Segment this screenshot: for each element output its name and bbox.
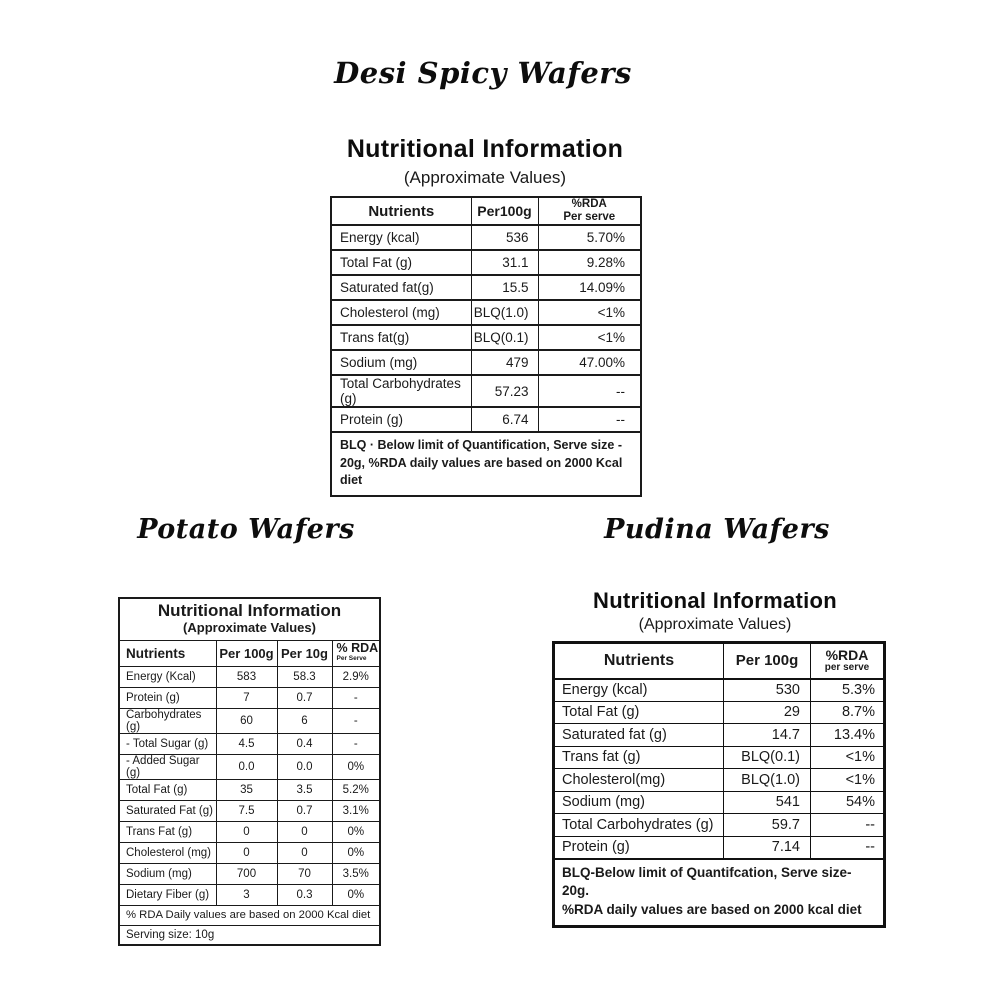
table-row — [554, 791, 885, 814]
pudina-header-per100g: Per 100g — [724, 643, 811, 679]
nutrient-value-per10g: 0.4 — [277, 733, 332, 754]
potato-wafers-title: Potato Wafers — [137, 514, 355, 545]
nutrient-value-rda: 9.28% — [538, 250, 641, 275]
nutrient-value-rda: 5.2% — [332, 779, 380, 800]
pudina-header-nutrients: Nutrients — [554, 643, 724, 679]
nutrient-value-per10g: 0.3 — [277, 884, 332, 905]
nutrient-value-per10g: 3.5 — [277, 779, 332, 800]
potato-header-nutrients: Nutrients — [119, 640, 216, 666]
potato-serving-row — [119, 925, 380, 945]
nutrient-label: Total Fat (g) — [554, 701, 724, 724]
desi-header-nutrients: Nutrients — [331, 197, 471, 225]
nutrient-value-per100g: 530 — [724, 679, 811, 702]
nutrient-value-per10g: 0.0 — [277, 754, 332, 779]
potato-table-title — [119, 598, 380, 640]
nutrient-value-rda: 13.4% — [811, 724, 885, 747]
nutrient-label: Dietary Fiber (g) — [119, 884, 216, 905]
nutrient-label: Cholesterol (mg) — [331, 300, 471, 325]
nutrient-value-per100g: 0 — [216, 842, 277, 863]
nutrient-label: - Added Sugar (g) — [119, 754, 216, 779]
nutrient-value-per100g: 29 — [724, 701, 811, 724]
nutrient-value-per100g: BLQ(0.1) — [724, 746, 811, 769]
nutrient-label: Cholesterol(mg) — [554, 769, 724, 792]
nutrient-value-rda: 54% — [811, 791, 885, 814]
desi-spicy-wafers-title: Desi Spicy Wafers — [334, 56, 632, 90]
nutrient-value-rda: <1% — [538, 325, 641, 350]
nutrient-value-per100g: 7.5 — [216, 800, 277, 821]
desi-header-rda-line2: Per serve — [563, 211, 616, 224]
pudina-nutrition-table — [552, 641, 886, 928]
nutrient-value-per100g: 15.5 — [471, 275, 538, 300]
nutrient-value-rda: 0% — [332, 754, 380, 779]
nutrient-value-per10g: 0.7 — [277, 800, 332, 821]
pudina-footnote — [554, 859, 885, 927]
nutrient-value-per100g: 0.0 — [216, 754, 277, 779]
desi-footnote-row — [331, 432, 641, 496]
nutrient-label: Energy (Kcal) — [119, 666, 216, 687]
potato-header-per10g: Per 10g — [277, 640, 332, 666]
pudina-wafers-title: Pudina Wafers — [604, 514, 830, 545]
nutrient-value-per100g: 35 — [216, 779, 277, 800]
desi-header-rda — [538, 197, 641, 225]
pudina-footnote-line1: BLQ-Below limit of Quantifcation, Serve size- 20g. — [562, 864, 852, 899]
nutrient-value-per100g: BLQ(0.1) — [471, 325, 538, 350]
nutrient-label: Cholesterol (mg) — [119, 842, 216, 863]
nutrient-value-rda: - — [332, 687, 380, 708]
desi-approximate-values-subheading: (Approximate Values) — [403, 168, 567, 187]
pudina-approximate-values-subheading: (Approximate Values) — [638, 616, 792, 633]
table-row — [119, 884, 380, 905]
nutrient-label: Trans Fat (g) — [119, 821, 216, 842]
nutrient-value-per100g: 60 — [216, 708, 277, 733]
nutrient-value-per100g: BLQ(1.0) — [471, 300, 538, 325]
table-row — [119, 666, 380, 687]
potato-footnote-row — [119, 905, 380, 925]
nutrient-value-per10g: 0.7 — [277, 687, 332, 708]
nutrient-value-per100g: 7 — [216, 687, 277, 708]
nutrient-value-per100g: 700 — [216, 863, 277, 884]
nutrient-value-per100g: 14.7 — [724, 724, 811, 747]
nutrient-value-rda: - — [332, 733, 380, 754]
nutrient-value-per10g: 0 — [277, 842, 332, 863]
table-row — [554, 679, 885, 702]
nutrient-label: Sodium (mg) — [331, 350, 471, 375]
nutrient-label: - Total Sugar (g) — [119, 733, 216, 754]
nutrient-label: Total Fat (g) — [119, 779, 216, 800]
table-row — [119, 842, 380, 863]
nutrient-value-per100g: 4.5 — [216, 733, 277, 754]
table-row — [554, 769, 885, 792]
desi-header-rda-line1: %RDA — [571, 198, 607, 210]
pudina-footnote-line2: %RDA daily values are based on 2000 kcal diet — [562, 902, 862, 918]
potato-header-row — [119, 640, 380, 666]
table-row — [119, 863, 380, 884]
nutrient-value-per100g: 31.1 — [471, 250, 538, 275]
nutrient-value-rda: <1% — [811, 769, 885, 792]
nutrient-value-per100g: 6.74 — [471, 407, 538, 432]
pudina-header-rda-line2: per serve — [824, 661, 870, 673]
nutrient-value-per100g: 0 — [216, 821, 277, 842]
table-row — [331, 300, 641, 325]
nutrient-label: Sodium (mg) — [554, 791, 724, 814]
nutrient-value-rda: 0% — [332, 821, 380, 842]
nutrient-value-per100g: 7.14 — [724, 836, 811, 859]
nutrient-value-rda: 8.7% — [811, 701, 885, 724]
desi-footnote: BLQ · Below limit of Quantification, Serve size - 20g, %RDA daily values are based on 2000 Kcal diet — [331, 432, 641, 496]
nutrient-value-rda: <1% — [811, 746, 885, 769]
potato-footnote: % RDA Daily values are based on 2000 Kcal diet — [119, 905, 380, 925]
pudina-header-rda-line1: %RDA — [825, 646, 869, 663]
desi-header-row — [331, 197, 641, 225]
nutrient-value-per100g: 583 — [216, 666, 277, 687]
table-row — [119, 708, 380, 733]
nutrient-value-rda: 5.70% — [538, 225, 641, 250]
nutrient-value-per100g: 479 — [471, 350, 538, 375]
nutrient-label: Protein (g) — [331, 407, 471, 432]
nutrient-value-per10g: 0 — [277, 821, 332, 842]
table-row — [119, 779, 380, 800]
nutrient-value-per10g: 58.3 — [277, 666, 332, 687]
nutrient-value-per100g: 57.23 — [471, 375, 538, 407]
nutrient-label: Protein (g) — [554, 836, 724, 859]
potato-header-rda-line2: Per Serve — [336, 654, 367, 662]
table-row — [119, 821, 380, 842]
table-row — [554, 836, 885, 859]
nutrient-value-rda: 0% — [332, 884, 380, 905]
nutrient-value-per10g: 6 — [277, 708, 332, 733]
nutrient-value-per10g: 70 — [277, 863, 332, 884]
table-row — [119, 687, 380, 708]
nutrient-value-rda: -- — [811, 836, 885, 859]
nutrient-value-rda: - — [332, 708, 380, 733]
nutrient-label: Saturated Fat (g) — [119, 800, 216, 821]
table-row — [119, 754, 380, 779]
table-row — [331, 275, 641, 300]
nutrient-value-per100g: 3 — [216, 884, 277, 905]
pudina-footnote-row — [554, 859, 885, 927]
nutrient-value-rda: -- — [811, 814, 885, 837]
nutrient-label: Protein (g) — [119, 687, 216, 708]
nutrient-value-per100g: 541 — [724, 791, 811, 814]
nutrient-label: Carbohydrates (g) — [119, 708, 216, 733]
table-row — [554, 814, 885, 837]
potato-nutrition-table — [118, 597, 381, 946]
table-row — [331, 325, 641, 350]
nutrient-label: Sodium (mg) — [119, 863, 216, 884]
pudina-header-row — [554, 643, 885, 679]
table-row — [119, 800, 380, 821]
nutrient-value-rda: 5.3% — [811, 679, 885, 702]
nutrient-label: Saturated fat(g) — [331, 275, 471, 300]
potato-header-rda-line1: % RDA — [336, 641, 379, 656]
nutrient-value-rda: 0% — [332, 842, 380, 863]
potato-header-rda — [332, 640, 380, 666]
pudina-nutritional-information-heading: Nutritional Information — [593, 588, 837, 613]
potato-nutritional-information-heading: Nutritional Information — [157, 601, 342, 621]
nutrient-value-rda: -- — [538, 375, 641, 407]
nutrient-label: Trans fat (g) — [554, 746, 724, 769]
nutrient-value-rda: -- — [538, 407, 641, 432]
potato-title-row — [119, 598, 380, 640]
table-row — [554, 701, 885, 724]
table-row — [554, 746, 885, 769]
nutrient-label: Energy (kcal) — [554, 679, 724, 702]
desi-nutrition-table — [330, 196, 642, 497]
nutrient-label: Saturated fat (g) — [554, 724, 724, 747]
table-row — [331, 375, 641, 407]
nutrient-value-rda: 3.1% — [332, 800, 380, 821]
table-row — [331, 407, 641, 432]
nutrient-value-rda: 3.5% — [332, 863, 380, 884]
nutrient-label: Energy (kcal) — [331, 225, 471, 250]
nutrient-label: Total Carbohydrates (g) — [331, 375, 471, 407]
table-row — [331, 250, 641, 275]
potato-approximate-values-subheading: (Approximate Values) — [183, 620, 316, 636]
nutrient-value-rda: 14.09% — [538, 275, 641, 300]
nutrient-label: Trans fat(g) — [331, 325, 471, 350]
potato-header-per100g: Per 100g — [216, 640, 277, 666]
table-row — [119, 733, 380, 754]
desi-nutritional-information-heading: Nutritional Information — [346, 135, 624, 163]
nutrient-value-rda: <1% — [538, 300, 641, 325]
table-row — [331, 350, 641, 375]
nutrient-value-rda: 2.9% — [332, 666, 380, 687]
desi-header-per100g: Per100g — [471, 197, 538, 225]
table-row — [331, 225, 641, 250]
nutrient-value-rda: 47.00% — [538, 350, 641, 375]
nutrient-value-per100g: 536 — [471, 225, 538, 250]
nutrient-value-per100g: BLQ(1.0) — [724, 769, 811, 792]
pudina-header-rda — [811, 643, 885, 679]
nutrient-label: Total Fat (g) — [331, 250, 471, 275]
table-row — [554, 724, 885, 747]
potato-serving-size: Serving size: 10g — [119, 925, 380, 945]
nutrient-value-per100g: 59.7 — [724, 814, 811, 837]
nutrient-label: Total Carbohydrates (g) — [554, 814, 724, 837]
